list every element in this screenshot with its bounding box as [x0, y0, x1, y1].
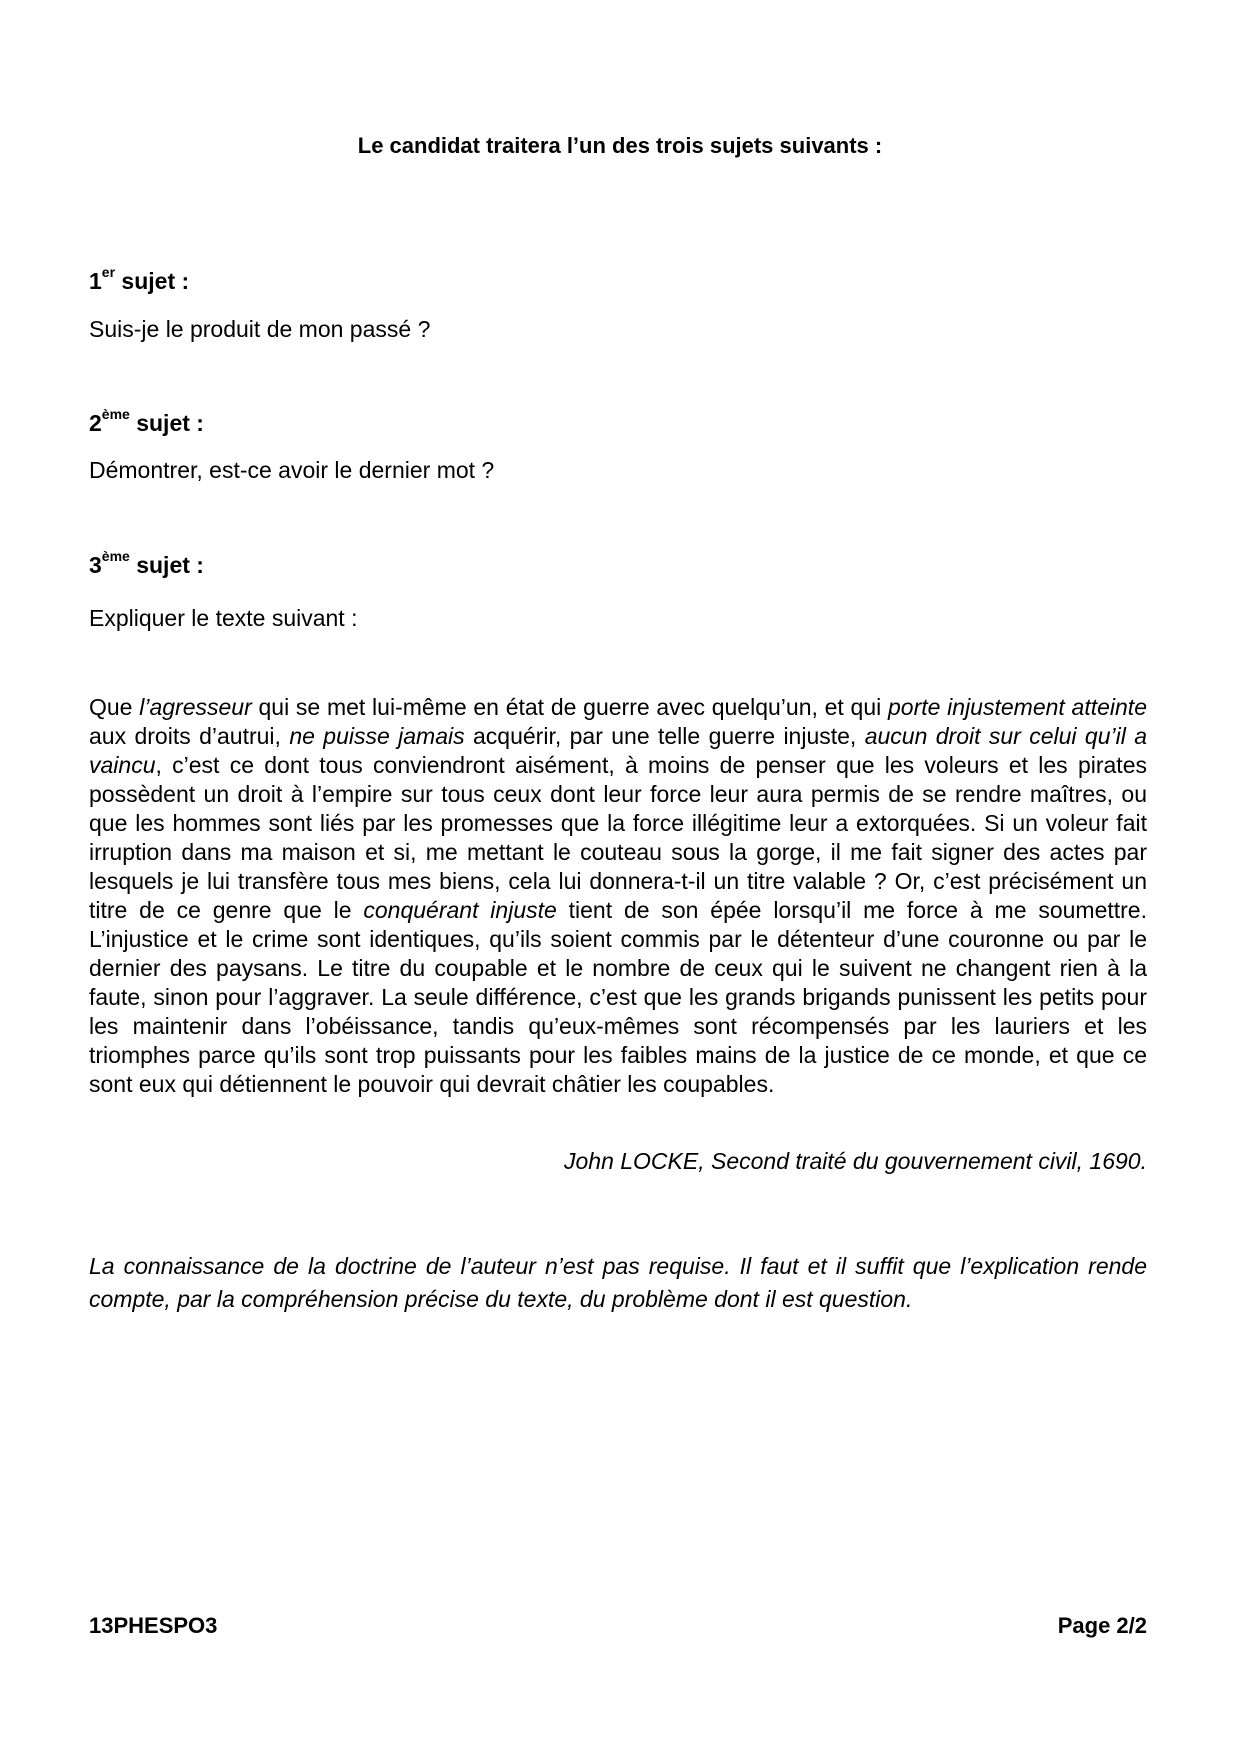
- explanation-passage: [89, 693, 1147, 1099]
- instruction-heading: Le candidat traitera l’un des trois sujets suivants :: [357, 133, 883, 158]
- passage-italic-segment: porte injustement atteinte: [888, 694, 1147, 720]
- subject-1-ordinal: er: [101, 264, 116, 281]
- subject-3-text: Expliquer le texte suivant :: [89, 605, 358, 631]
- passage-segment: qui se met lui-même en état de guerre avec quelqu’un, et qui: [251, 694, 888, 720]
- subject-2-ordinal: ème: [101, 406, 130, 423]
- subject-3-number: 3: [89, 552, 102, 578]
- subject-1-number: 1: [89, 268, 102, 294]
- subject-1-text: Suis-je le produit de mon passé ?: [89, 316, 431, 342]
- subject-2-heading: [89, 408, 204, 438]
- passage-italic-segment: ne puisse jamais: [289, 723, 465, 749]
- passage-citation: John LOCKE, Second traité du gouvernement civil, 1690.: [563, 1148, 1147, 1174]
- subject-2-number: 2: [89, 410, 102, 436]
- subject-1-heading: [89, 266, 189, 296]
- passage-italic-segment: conquérant injuste: [363, 897, 557, 923]
- subject-1-label: sujet :: [115, 268, 190, 294]
- subject-2-text: Démontrer, est-ce avoir le dernier mot ?: [89, 457, 495, 483]
- passage-segment: aux droits d’autrui,: [89, 723, 290, 749]
- passage-italic-segment: l’agresseur: [139, 694, 252, 720]
- subject-3-label: sujet :: [129, 552, 204, 578]
- passage-segment: tient de son épée lorsqu’il me force à me soumettre. L’injustice et le crime sont identiques, qu’ils soient commis par le détenteur d’une couronne ou par le dernier des paysans. Le titre du coupable et le nombre de ceux qui le suivent ne changent rien à la faute, sinon pour l’aggraver. La seule différence, c’est que les grands brigands punissent les petits pour les maintenir dans l’obéissance, tandis qu’eux-mêmes sont récompensés par les lauriers et les triomphes parce qu’ils sont trop puissants pour les faibles mains de la justice de ce monde, et que ce sont eux qui détiennent le pouvoir qui devrait châtier les coupables.: [89, 897, 1147, 1097]
- passage-segment: Que: [89, 694, 140, 720]
- passage-segment: acquérir, par une telle guerre injuste,: [464, 723, 865, 749]
- page-number: Page 2/2: [1057, 1613, 1147, 1638]
- subject-3-heading: [89, 550, 204, 580]
- passage-segment: , c’est ce dont tous conviendront aisément, à moins de penser que les voleurs et les pirates possèdent un droit à l’empire sur tous ceux dont leur force leur aura permis de se rendre maîtres, ou que les hommes sont liés par les promesses que la force illégitime leur a extorquées. Si un voleur fait irruption dans ma maison et si, me mettant le couteau sous la gorge, il me fait signer des actes par lesquels je lui transfère tous mes biens, cela lui donnera-t-il un titre valable ? Or, c’est précisément un titre de ce genre que le: [89, 752, 1147, 923]
- instruction-note: La connaissance de la doctrine de l’auteur n’est pas requise. Il faut et il suffit que l’explication rende compte, par la compréhension précise du texte, du problème dont il est question.: [89, 1253, 1147, 1312]
- passage-italic-segment: aucun droit sur celui qu’il a vaincu: [89, 723, 1147, 778]
- subject-2-label: sujet :: [129, 410, 204, 436]
- exam-code: 13PHESPO3: [89, 1613, 218, 1638]
- subject-3-ordinal: ème: [101, 548, 130, 565]
